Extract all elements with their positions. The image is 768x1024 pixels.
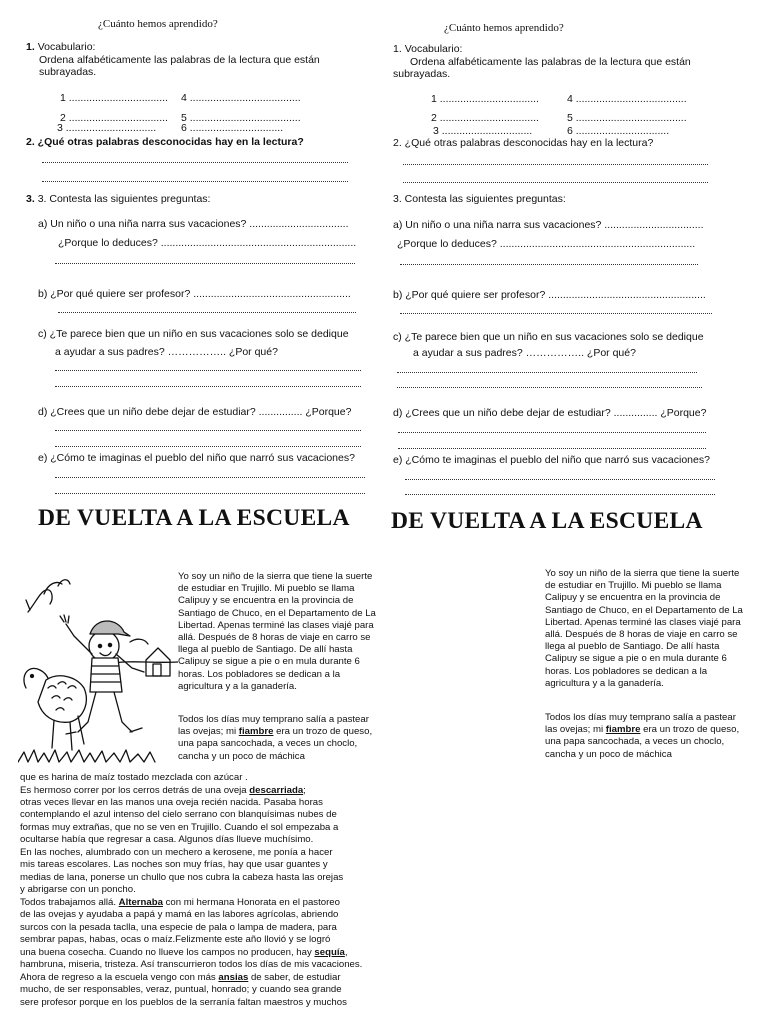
- story-line: contemplando el azul intenso del cielo serrano con blanquísimas nubes de: [20, 809, 337, 820]
- question-a: a) Un niño o una niña narra sus vacaciones? ..................................: [38, 218, 349, 230]
- story-line: otras veces llevar en las manos una oveja recién nacida. Pasaba horas: [20, 797, 323, 808]
- worksheet-heading: ¿Cuánto hemos aprendido?: [98, 18, 218, 30]
- blank-1[interactable]: 1 ..................................: [431, 93, 539, 105]
- answer-line[interactable]: [55, 446, 361, 447]
- blank-4[interactable]: 4 ......................................: [567, 93, 687, 105]
- q1-text-cont: subrayadas.: [39, 66, 97, 78]
- underlined-word: fiambre: [605, 724, 641, 736]
- story-line: ocultarse había que regresar a casa. Algunos días llueve muchísimo.: [20, 834, 314, 845]
- q2: 2. ¿Qué otras palabras desconocidas hay en la lectura?: [26, 136, 304, 148]
- underlined-word: fiambre: [238, 726, 274, 738]
- question-d: d) ¿Crees que un niño debe dejar de estudiar? ............... ¿Porque?: [38, 406, 352, 418]
- question-c: c) ¿Te parece bien que un niño en sus vacaciones solo se dedique: [393, 331, 704, 343]
- q3: 3. 3. Contesta las siguientes preguntas:: [26, 193, 211, 205]
- story-line: formas muy extrañas, que no se ven en Trujillo. Cuando el sol empezaba a: [20, 822, 339, 833]
- blank-5[interactable]: 5 ......................................: [567, 112, 687, 124]
- answer-line[interactable]: [405, 479, 715, 480]
- boy-with-sheep-illustration: [18, 572, 178, 772]
- question-a-why: ¿Porque lo deduces? ...................................................................: [397, 238, 696, 250]
- story-line: sembrar papas, habas, ocas o maíz.Felizmente este año llovió y se logró: [20, 934, 331, 945]
- story-line: Es hermoso correr por los cerros detrás de una oveja descarriada;: [20, 785, 306, 796]
- story-line: medias de lana, ponerse un chullo que nos cubra la cabeza hasta las orejas: [20, 872, 344, 883]
- answer-line[interactable]: [398, 448, 706, 449]
- q1-text-cont: subrayadas.: [393, 68, 451, 80]
- question-a-why: ¿Porque lo deduces? ...................................................................: [58, 237, 357, 249]
- q2: 2. ¿Qué otras palabras desconocidas hay en la lectura?: [393, 137, 654, 149]
- question-c-cont: a ayudar a sus padres? …………….. ¿Por qué?: [413, 347, 636, 359]
- question-a: a) Un niño o una niña narra sus vacaciones? ..................................: [393, 219, 704, 231]
- answer-line[interactable]: [400, 313, 712, 314]
- underlined-word: sequía: [314, 947, 345, 958]
- story-paragraph-2: Todos los días muy temprano salía a pastear las ovejas; mi fiambre era un trozo de queso, una papa sancochada, a veces un choclo, cancha y un poco de máchica: [178, 714, 373, 762]
- story-paragraph-1: Yo soy un niño de la sierra que tiene la suerte de estudiar en Trujillo. Mi pueblo se llama Calipuy y se encuentra en la provincia de Santiago de Chuco, en el Departamento de La Libertad. Apenas terminé las clases viajé para allá. Después de 8 horas de viaje en carro se llega al pueblo de Santiago. De allí hasta Calipuy se sigue a pie o en mula durante 6 horas. Los pobladores se dedican a la agricultura y a la ganadería.: [545, 568, 743, 689]
- story-line: que es harina de maíz tostado mezclada con azúcar .: [20, 772, 248, 783]
- story-line: Todos trabajamos allá. Alternaba con mi hermana Honorata en el pastoreo: [20, 897, 340, 908]
- question-b: b) ¿Por qué quiere ser profesor? ......................................................: [38, 288, 351, 300]
- answer-line[interactable]: [403, 164, 708, 165]
- blank-6[interactable]: 6 ................................: [567, 125, 670, 137]
- question-d: d) ¿Crees que un niño debe dejar de estudiar? ............... ¿Porque?: [393, 407, 707, 419]
- blank-6[interactable]: 6 ................................: [181, 122, 284, 134]
- story-paragraph-2: Todos los días muy temprano salía a pastear las ovejas; mi fiambre era un trozo de queso, una papa sancochada, a veces un choclo, cancha y un poco de máchica: [545, 712, 740, 760]
- story-line: sere profesor porque en los pueblos de la serranía faltan maestros y muchos: [20, 997, 347, 1008]
- story-line: En las noches, alumbrado con un mechero a kerosene, me ponía a hacer: [20, 847, 333, 858]
- answer-line[interactable]: [42, 162, 348, 163]
- story-line: surcos con la pesada taclla, una especie de pala o lampa de madera, para: [20, 922, 337, 933]
- answer-line[interactable]: [397, 372, 697, 373]
- underlined-word: Alternaba: [118, 897, 163, 908]
- blank-4[interactable]: 4 ......................................: [181, 92, 301, 104]
- story-title-right: DE VUELTA A LA ESCUELA: [391, 508, 703, 534]
- answer-line[interactable]: [55, 430, 361, 431]
- answer-line[interactable]: [55, 386, 361, 387]
- story-line: y abrigarse con un poncho.: [20, 884, 136, 895]
- story-line: mucho, de ser responsables, veraz, puntual, honrado; y cuando sea grande: [20, 984, 342, 995]
- blank-1[interactable]: 1 ..................................: [60, 92, 168, 104]
- story-line: hambruna, miseria, tristeza. Así transcurrieron todos los días de mis vacaciones.: [20, 959, 363, 970]
- q1-label: 1. Vocabulario:: [393, 43, 463, 55]
- story-title-left: DE VUELTA A LA ESCUELA: [38, 505, 350, 531]
- blank-3[interactable]: 3 ...............................: [57, 122, 157, 134]
- q1-label: 1. Vocabulario:: [26, 41, 96, 53]
- blank-5[interactable]: 5 ......................................: [181, 112, 301, 124]
- question-c: c) ¿Te parece bien que un niño en sus vacaciones solo se dedique: [38, 328, 349, 340]
- answer-line[interactable]: [58, 312, 356, 313]
- answer-line[interactable]: [55, 263, 355, 264]
- story-line: una buena cosecha. Cuando no llueve los campos no producen, hay sequía,: [20, 947, 348, 958]
- q3: 3. Contesta las siguientes preguntas:: [393, 193, 566, 205]
- answer-line[interactable]: [55, 370, 361, 371]
- blank-2[interactable]: 2 ..................................: [60, 112, 168, 124]
- answer-line[interactable]: [55, 493, 365, 494]
- underlined-word: descarriada: [249, 785, 304, 796]
- story-line: mis tareas escolares. Las noches son muy frías, hay que usar guantes y: [20, 859, 328, 870]
- answer-line[interactable]: [42, 181, 348, 182]
- blank-3[interactable]: 3 ...............................: [433, 125, 533, 137]
- answer-line[interactable]: [405, 494, 715, 495]
- answer-line[interactable]: [403, 182, 708, 183]
- story-paragraph-1: Yo soy un niño de la sierra que tiene la suerte de estudiar en Trujillo. Mi pueblo se llama Calipuy y se encuentra en la provincia de Santiago de Chuco, en el Departamento de La Libertad. Apenas terminé las clases viajé para allá. Después de 8 horas de viaje en carro se llega al pueblo de Santiago. De allí hasta Calipuy se sigue a pie o en mula durante 6 horas. Los pobladores se dedican a la agricultura y a la ganadería.: [178, 571, 376, 692]
- q1-text: Ordena alfabéticamente las palabras de la lectura que están: [39, 54, 320, 66]
- answer-line[interactable]: [397, 387, 702, 388]
- story-line: Ahora de regreso a la escuela vengo con más ansias de saber, de estudiar: [20, 972, 341, 983]
- blank-2[interactable]: 2 ..................................: [431, 112, 539, 124]
- question-b: b) ¿Por qué quiere ser profesor? ......................................................: [393, 289, 706, 301]
- worksheet-heading: ¿Cuánto hemos aprendido?: [444, 22, 564, 34]
- q1-text: Ordena alfabéticamente las palabras de la lectura que están: [410, 56, 691, 68]
- question-e: e) ¿Cómo te imaginas el pueblo del niño que narró sus vacaciones?: [393, 454, 710, 466]
- underlined-word: ansias: [218, 972, 249, 983]
- story-line: de las ovejas y ayudaba a papá y mamá en las labores agrícolas, abriendo: [20, 909, 339, 920]
- answer-line[interactable]: [55, 477, 365, 478]
- question-e: e) ¿Cómo te imaginas el pueblo del niño que narró sus vacaciones?: [38, 452, 355, 464]
- question-c-cont: a ayudar a sus padres? …………….. ¿Por qué?: [55, 346, 278, 358]
- answer-line[interactable]: [400, 264, 698, 265]
- answer-line[interactable]: [398, 432, 706, 433]
